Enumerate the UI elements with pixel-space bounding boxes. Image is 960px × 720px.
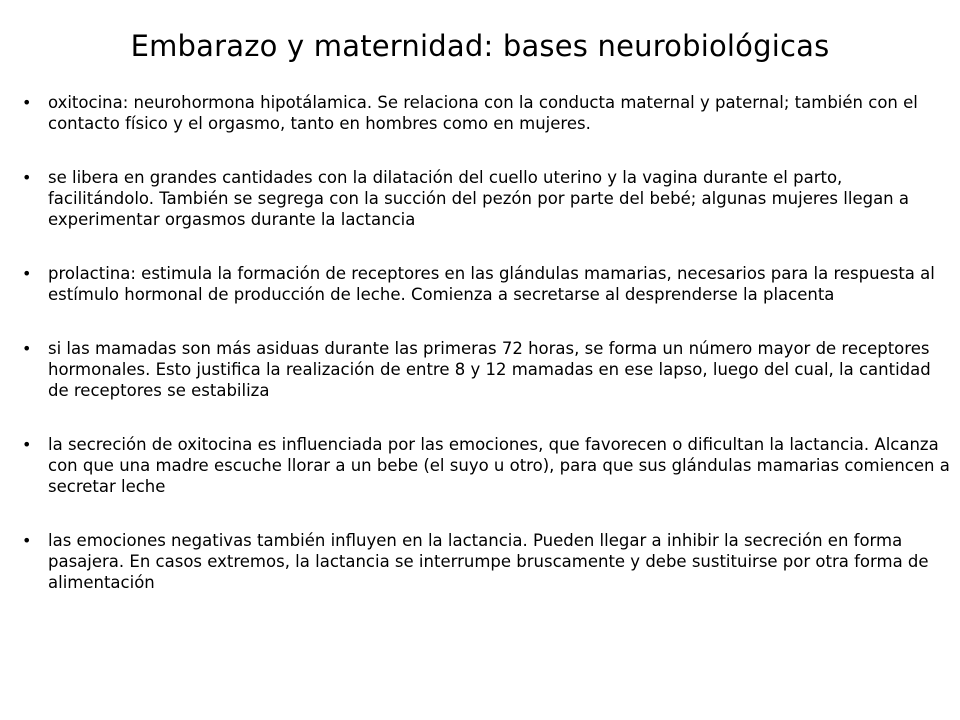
bullet-text: si las mamadas son más asiduas durante las primeras 72 horas, se forma un número mayor de receptores hormonales. Esto justifica la realización de entre 8 y 12 mamadas en ese lapso, luego del cual, la cantidad de receptores se estabiliza	[48, 339, 931, 400]
bullet-marker: •	[22, 435, 32, 454]
bullet-marker: •	[22, 531, 32, 550]
bullet-text: oxitocina: neurohormona hipotálamica. Se relaciona con la conducta maternal y paternal; también con el contacto físico y el orgasmo, tanto en hombres como en mujeres.	[48, 93, 918, 133]
bullet-item	[22, 92, 952, 134]
bullet-item	[22, 167, 952, 230]
bullet-marker: •	[22, 93, 32, 112]
bullet-item	[22, 263, 952, 305]
bullet-marker: •	[22, 264, 32, 283]
bullet-text: las emociones negativas también influyen en la lactancia. Pueden llegar a inhibir la secreción en forma pasajera. En casos extremos, la lactancia se interrumpe bruscamente y debe sustituirse por otra forma de alimentación	[48, 531, 929, 592]
bullet-marker: •	[22, 339, 32, 358]
bullet-list	[22, 92, 952, 626]
bullet-text: prolactina: estimula la formación de receptores en las glándulas mamarias, necesarios para la respuesta al estímulo hormonal de producción de leche. Comienza a secretarse al desprenderse la placenta	[48, 264, 935, 304]
bullet-text: se libera en grandes cantidades con la dilatación del cuello uterino y la vagina durante el parto, facilitándolo. También se segrega con la succión del pezón por parte del bebé; algunas mujeres llegan a experimentar orgasmos durante la lactancia	[48, 168, 909, 229]
bullet-marker: •	[22, 168, 32, 187]
bullet-text: la secreción de oxitocina es influenciada por las emociones, que favorecen o dificultan la lactancia. Alcanza con que una madre escuche llorar a un bebe (el suyo u otro), para que sus glándulas mamarias comiencen a secretar leche	[48, 435, 950, 496]
bullet-item	[22, 530, 952, 593]
bullet-item	[22, 434, 952, 497]
bullet-item	[22, 338, 952, 401]
slide-title: Embarazo y maternidad: bases neurobiológicas	[130, 29, 830, 63]
